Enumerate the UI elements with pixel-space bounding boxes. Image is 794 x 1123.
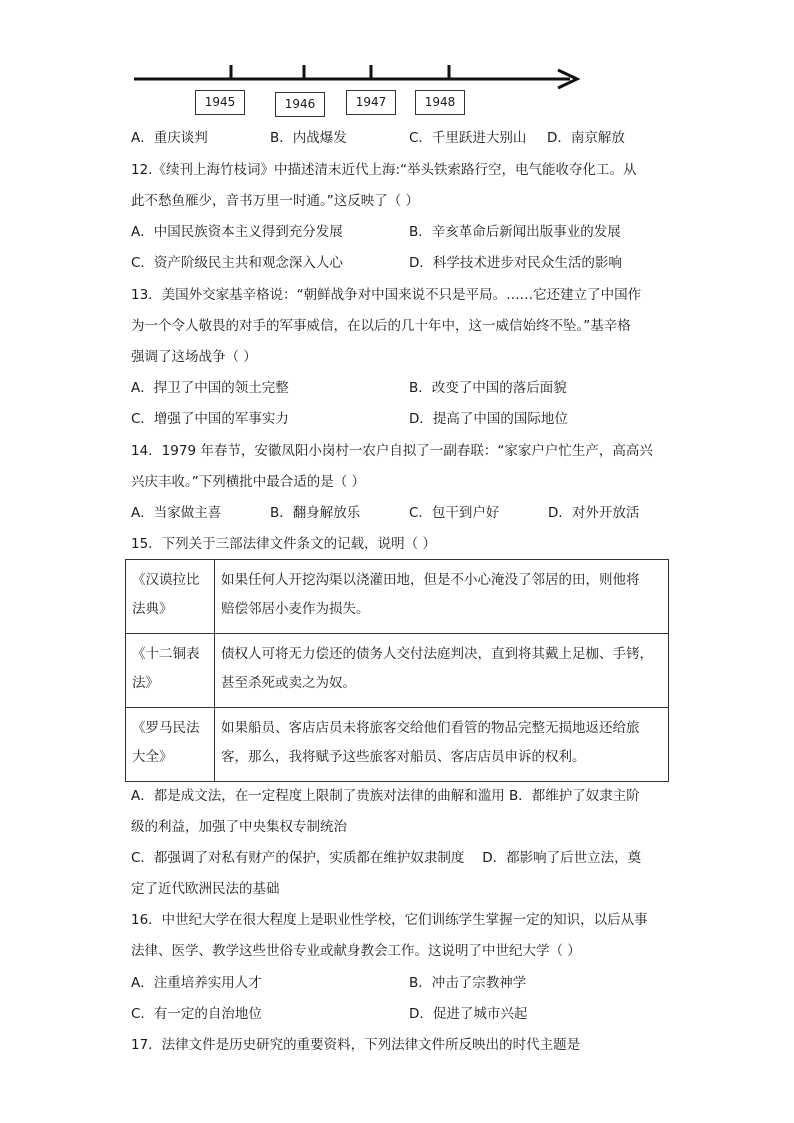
law-text-line: 如果船员、客店店员未将旅客交给他们看管的物品完整无损地返还给旅 [221,720,640,736]
law-text-line: 赔偿邻居小麦作为损失。 [221,601,370,617]
q11-option-c: C．千里跃进大别山 [409,130,527,146]
q13-stem-line3: 强调了这场战争（ ） [131,349,257,365]
law-name-line: 《汉谟拉比 [132,572,200,588]
law-text-cell [215,560,669,634]
table-row [126,634,669,708]
q16-stem-line1: 16．中世纪大学在很大程度上是职业性学校，它们训练学生掌握一定的知识，以后从事 [131,912,648,928]
q12-option-a: A．中国民族资本主义得到充分发展 [131,224,343,240]
law-name-line: 法》 [132,675,159,691]
q12-option-c: C．资产阶级民主共和观念深入人心 [131,255,343,271]
year-box-1945: 1945 [195,90,245,115]
q14-option-a: A．当家做主喜 [131,505,222,521]
law-comparison-table [125,559,669,782]
q12-stem-line2: 此不愁鱼雁少，音书万里一时通。”这反映了（ ） [131,193,420,209]
q12-stem-line1: 12.《续刊上海竹枝词》中描述清末近代上海:“举头铁索路行空，电气能收夺化工。从 [131,162,637,178]
q15-stem: 15．下列关于三部法律文件条文的记载，说明（ ） [131,536,436,552]
q14-stem-line1: 14．1979 年春节，安徽凤阳小岗村一农户自拟了一副春联：“家家户户忙生产，高高兴 [131,443,653,459]
q14-option-c: C．包干到户好 [409,505,500,521]
law-text-line: 债权人可将无力偿还的债务人交付法庭判决，直到将其戴上足枷、手铐， [221,646,653,662]
q12-option-d: D．科学技术进步对民众生活的影响 [409,255,622,271]
q13-option-a: A．捍卫了中国的领土完整 [131,380,289,396]
q11-option-d: D．南京解放 [547,130,625,146]
q15-option-line3: C．都强调了对私有财产的保护，实质都在维护奴隶制度 D．都影响了后世立法，奠 [131,850,642,866]
law-name-cell [126,560,215,634]
q13-option-d: D．提高了中国的国际地位 [409,411,568,427]
law-text-cell [215,708,669,782]
q14-stem-line2: 兴庆丰收。”下列横批中最合适的是（ ） [131,474,366,490]
q14-option-d: D．对外开放活 [548,505,640,521]
law-name-line: 法典》 [132,601,173,617]
q16-option-b: B．冲击了宗教神学 [409,975,527,991]
q11-option-a: A．重庆谈判 [131,130,208,146]
law-name-line: 大全》 [132,749,173,765]
year-box-1946: 1946 [275,92,325,117]
q13-option-b: B．改变了中国的落后面貌 [409,380,567,396]
q16-option-c: C．有一定的自治地位 [131,1006,262,1022]
law-text-cell [215,634,669,708]
table-row [126,560,669,634]
q11-option-b: B．内战爆发 [270,130,347,146]
law-name-line: 《十二铜表 [132,646,200,662]
q12-option-b: B．辛亥革命后新闻出版事业的发展 [409,224,621,240]
table-row [126,708,669,782]
q17-stem-line1: 17．法律文件是历史研究的重要资料，下列法律文件所反映出的时代主题是 [131,1037,581,1053]
law-name-cell [126,634,215,708]
law-text-line: 客，那么，我将赋予这些旅客对船员、客店店员申诉的权利。 [221,749,586,765]
q16-option-d: D．促进了城市兴起 [409,1006,528,1022]
law-text-line: 如果任何人开挖沟渠以浇灌田地，但是不小心淹没了邻居的田，则他将 [221,572,640,588]
law-name-line: 《罗马民法 [132,720,200,736]
q16-stem-line2: 法律、医学、教学这些世俗专业或献身教会工作。这说明了中世纪大学（ ） [131,943,581,959]
q14-option-b: B．翻身解放乐 [270,505,361,521]
q13-option-c: C．增强了中国的军事实力 [131,411,289,427]
law-text-line: 甚至杀死或卖之为奴。 [221,675,356,691]
year-box-1948: 1948 [415,90,465,115]
q13-stem-line2: 为一个令人敬畏的对手的军事威信，在以后的几十年中，这一威信始终不坠。”基辛格 [131,318,631,334]
q15-option-line1: A．都是成文法，在一定程度上限制了贵族对法律的曲解和滥用 B．都维护了奴隶主阶 [131,788,640,804]
q13-stem-line1: 13．美国外交家基辛格说：“朝鲜战争对中国来说不只是平局。……它还建立了中国作 [131,287,642,303]
q16-option-a: A．注重培养实用人才 [131,975,262,991]
q15-option-line4: 定了近代欧洲民法的基础 [131,881,280,897]
law-name-cell [126,708,215,782]
year-box-1947: 1947 [346,90,396,115]
q15-option-line2: 级的利益，加强了中央集权专制统治 [131,819,347,835]
